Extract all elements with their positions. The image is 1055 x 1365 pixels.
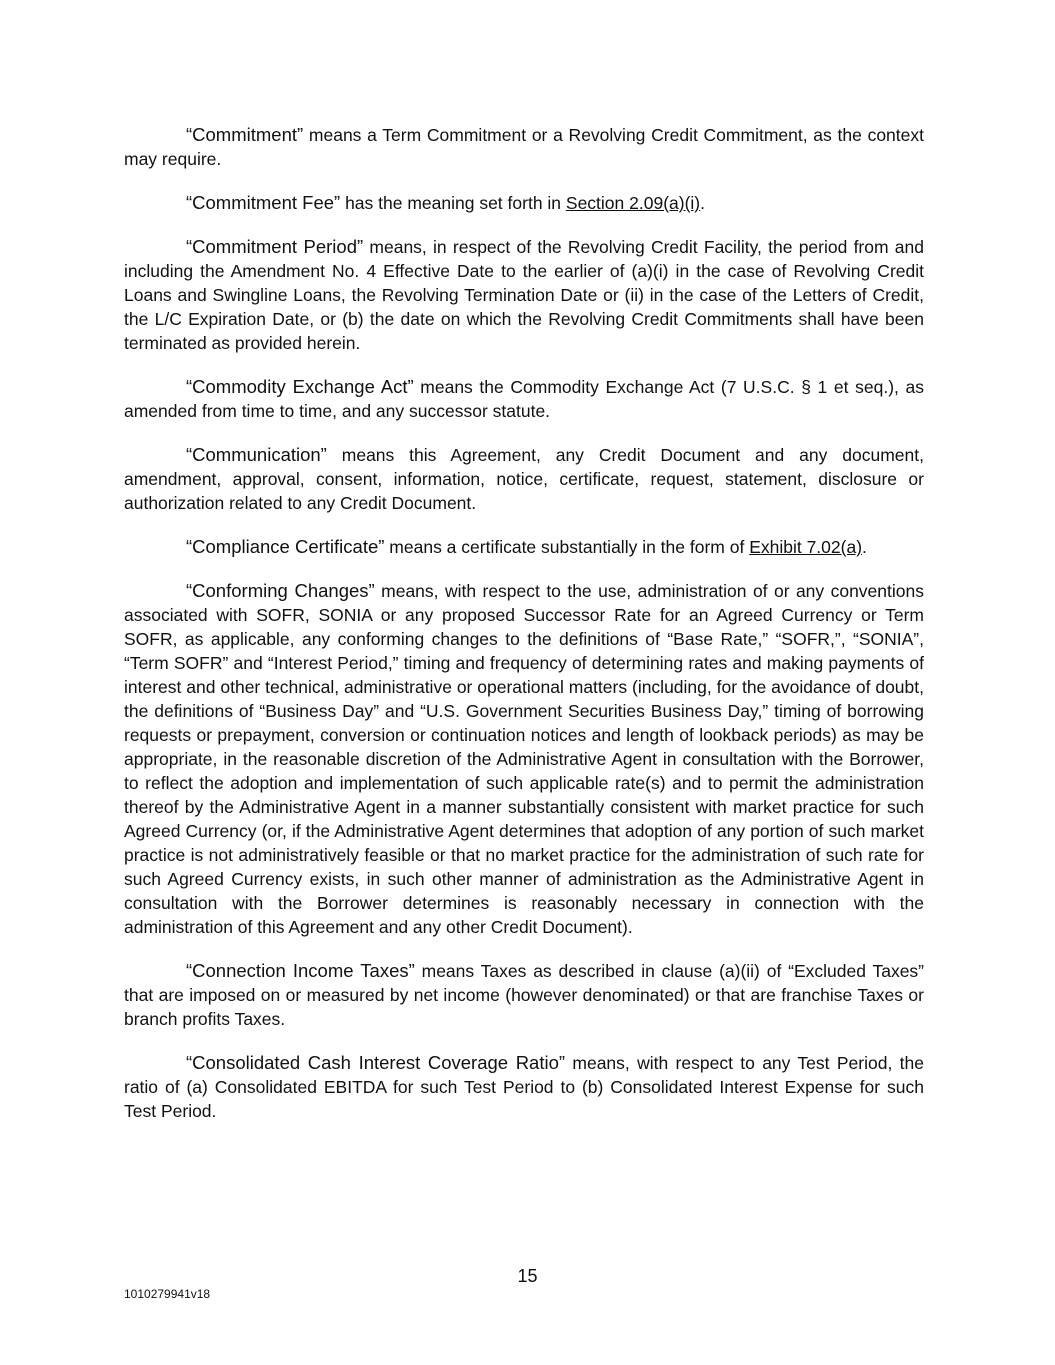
definition-commodity-exchange-act — [124, 375, 924, 423]
defined-term: “Commitment Period” — [186, 236, 364, 257]
definition-connection-income-taxes — [124, 959, 924, 1031]
exhibit-reference-link[interactable]: Exhibit 7.02(a) — [749, 537, 863, 557]
definition-text: means, with respect to the use, administration of or any conventions associated with SOFR, SONIA or any proposed Successor Rate for an Agreed Currency or Term SOFR, as applicable, any conforming changes to the definitions of “Base Rate,” “SOFR,”, “SONIA”, “Term SOFR” and “Interest Period,” timing and frequency of determining rates and making payments of interest and other technical, administrative or operational matters (including, for the avoidance of doubt, the definitions of “Business Day” and “U.S. Government Securities Business Day,” timing of borrowing requests or prepayment, conversion or continuation notices and length of lookback periods) as may be appropriate, in the reasonable discretion of the Administrative Agent in consultation with the Borrower, to reflect the adoption and implementation of such applicable rate(s) and to permit the administration thereof by the Administrative Agent in a manner substantially consistent with market practice for such Agreed Currency (or, if the Administrative Agent determines that adoption of any portion of such market practice is not administratively feasible or that no market practice for the administration of such rate for such Agreed Currency exists, in such other manner of administration as the Administrative Agent in consultation with the Borrower determines is reasonably necessary in connection with the administration of this Agreement and any other Credit Document). — [124, 581, 924, 937]
document-id: 1010279941v18 — [124, 1287, 211, 1301]
definition-text: means a Term Commitment or a Revolving Credit Commitment, as the context may require. — [124, 125, 924, 169]
defined-term: “Commodity Exchange Act” — [186, 376, 414, 397]
definition-text-end: . — [700, 193, 706, 213]
defined-term: “Compliance Certificate” — [186, 536, 385, 557]
definition-consolidated-cash-interest-coverage-ratio — [124, 1051, 924, 1123]
page-number: 15 — [517, 1266, 538, 1286]
definition-text: means Taxes as described in clause (a)(ii) of “Excluded Taxes” that are imposed on or measured by net income (however denominated) or that are franchise Taxes or branch profits Taxes. — [124, 961, 925, 1029]
definition-text-end: . — [862, 537, 867, 557]
definition-conforming-changes — [124, 579, 924, 939]
definition-text: means this Agreement, any Credit Document and any document, amendment, approval, consent, information, notice, certificate, request, statement, disclosure or authorization related to any Credit Document. — [124, 445, 924, 513]
definition-commitment — [124, 123, 924, 171]
defined-term: “Connection Income Taxes” — [186, 960, 415, 981]
definition-text: has the meaning set forth in — [340, 193, 566, 213]
defined-term: “Conforming Changes” — [186, 580, 375, 601]
definition-commitment-fee — [124, 191, 924, 215]
definition-text: means the Commodity Exchange Act (7 U.S.C. § 1 et seq.), as amended from time to time, and any successor statute. — [124, 377, 924, 421]
definition-text: means, in respect of the Revolving Credit Facility, the period from and including the Amendment No. 4 Effective Date to the earlier of (a)(i) in the case of Revolving Credit Loans and Swingline Loans, the Revolving Termination Date or (ii) in the case of the Letters of Credit, the L/C Expiration Date, or (b) the date on which the Revolving Credit Commitments shall have been terminated as provided herein. — [124, 237, 924, 353]
defined-term: “Communication” — [186, 444, 327, 465]
definition-text: means, with respect to any Test Period, the ratio of (a) Consolidated EBITDA for such Test Period to (b) Consolidated Interest Expense for such Test Period. — [124, 1053, 924, 1121]
definitions-body — [124, 123, 924, 1143]
definition-communication — [124, 443, 924, 515]
defined-term: “Commitment” — [186, 124, 304, 145]
defined-term: “Consolidated Cash Interest Coverage Ratio” — [186, 1052, 566, 1073]
definition-text: means a certificate substantially in the form of — [384, 537, 750, 557]
defined-term: “Commitment Fee” — [186, 192, 341, 213]
definition-commitment-period — [124, 235, 924, 355]
section-reference-link[interactable]: Section 2.09(a)(i) — [565, 193, 701, 213]
definition-compliance-certificate — [124, 535, 924, 559]
